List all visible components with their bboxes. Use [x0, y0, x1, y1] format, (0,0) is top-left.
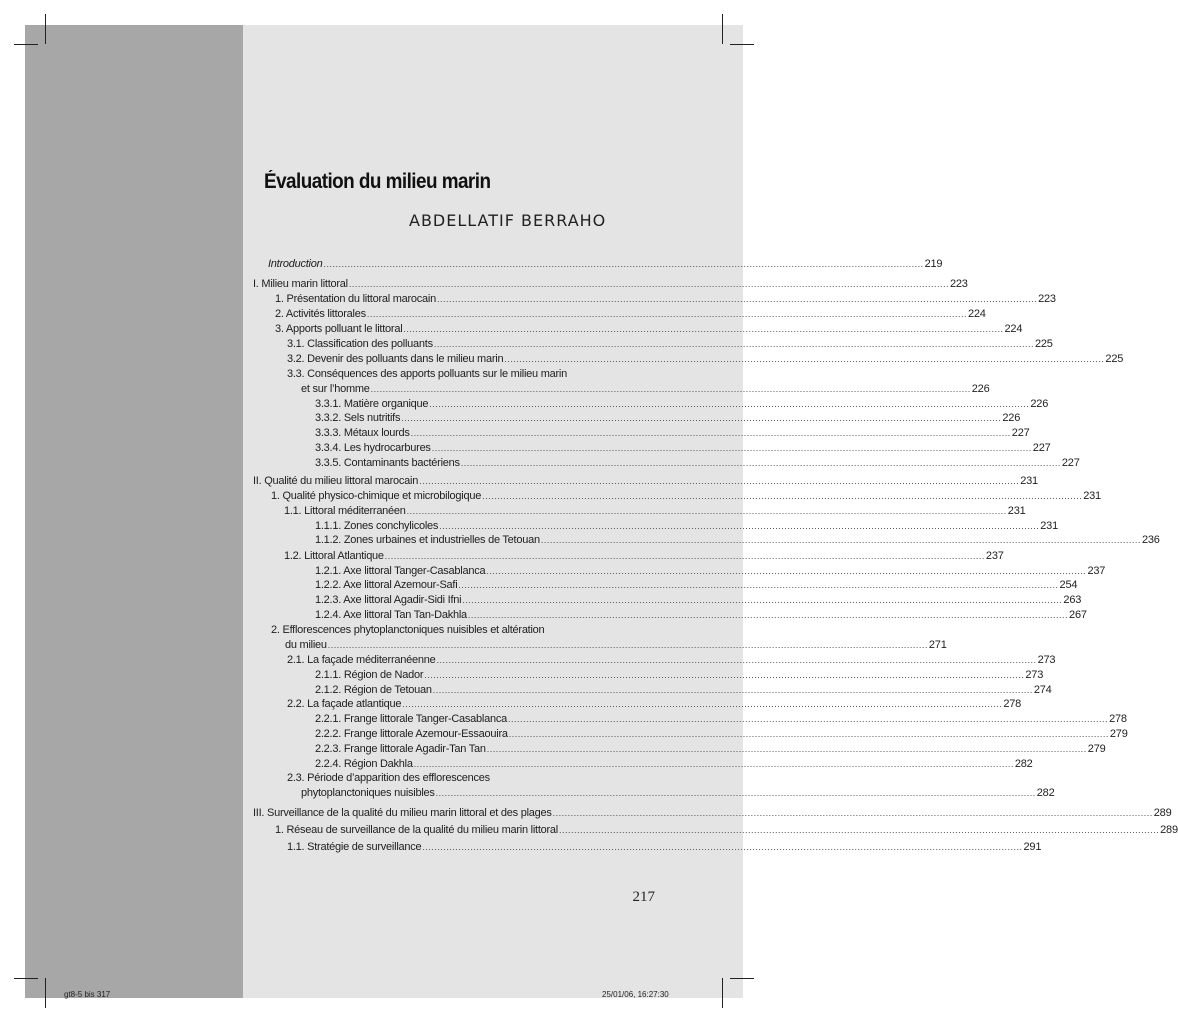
toc-entry-page: 224 — [1004, 323, 1023, 335]
toc-entry — [315, 727, 1128, 742]
toc-entry-page: 237 — [985, 550, 1004, 562]
toc-leader-dots: ........................................................................................................................................................................................................ — [327, 640, 928, 650]
toc-entry-label: 3.3. Conséquences des apports polluants sur le milieu marin — [287, 368, 567, 380]
toc-leader-dots: ........................................................................................................................................................................................................ — [384, 551, 985, 561]
toc-entry-page: 227 — [1032, 442, 1051, 454]
toc-entry — [275, 322, 1023, 337]
toc-entry — [315, 441, 1051, 456]
toc-leader-dots: ........................................................................................................................................................................................................ — [410, 428, 1011, 438]
toc-entry-label: 2.1.1. Région de Nador — [315, 669, 424, 681]
toc-entry-page: 226 — [1002, 412, 1021, 424]
toc-entry-page: 236 — [1141, 534, 1160, 546]
toc-entry-page: 226 — [1030, 398, 1049, 410]
toc-entry — [287, 337, 1053, 352]
print-slug-right: 25/01/06, 16:27:30 — [602, 990, 669, 999]
toc-leader-dots: ........................................................................................................................................................................................................ — [366, 309, 967, 319]
toc-entry-label: 3.3.2. Sels nutritifs — [315, 412, 401, 424]
toc-entry-label: 3.3.4. Les hydrocarbures — [315, 442, 431, 454]
toc-leader-dots: ........................................................................................................................................................................................................ — [507, 714, 1109, 724]
toc-entry-label: 1.2. Littoral Atlantique — [284, 550, 384, 562]
toc-entry-label: 2. Efflorescences phytoplanctoniques nuisibles et altération — [271, 624, 545, 636]
toc-leader-dots: ........................................................................................................................................................................................................ — [403, 324, 1004, 334]
chapter-author: ABDELLATIF BERRAHO — [409, 211, 607, 230]
toc-entry — [301, 786, 1055, 801]
toc-leader-dots: ........................................................................................................................................................................................................ — [429, 399, 1030, 409]
toc-leader-dots: ........................................................................................................................................................................................................ — [504, 354, 1105, 364]
toc-entry — [315, 712, 1127, 727]
toc-leader-dots: ........................................................................................................................................................................................................ — [433, 339, 1034, 349]
toc-entry-label: 2.2. La façade atlantique — [287, 698, 402, 710]
toc-leader-dots: ........................................................................................................................................................................................................ — [436, 655, 1037, 665]
toc-entry — [315, 683, 1052, 698]
toc-entry-label: 2.2.3. Frange littorale Agadir-Tan Tan — [315, 743, 486, 755]
toc-entry-label: 1.2.3. Axe littoral Agadir-Sidi Ifni — [315, 594, 462, 606]
crop-mark — [730, 978, 754, 979]
toc-entry — [253, 277, 968, 292]
toc-entry-label: 1. Qualité physico-chimique et microbilogique — [271, 490, 482, 502]
toc-entry-page: 254 — [1059, 579, 1078, 591]
toc-leader-dots: ........................................................................................................................................................................................................ — [552, 808, 1153, 818]
toc-entry-label: 2.1.2. Région de Tetouan — [315, 684, 432, 696]
toc-entry-page: 237 — [1087, 565, 1106, 577]
toc-entry-label: 2. Activités littorales — [275, 308, 366, 320]
toc-entry — [287, 352, 1124, 367]
toc-entry-page: 267 — [1069, 609, 1087, 621]
toc-entry-label: 1. Présentation du littoral marocain — [275, 293, 436, 305]
toc-entry-label: 1.1. Stratégie de surveillance — [287, 841, 422, 853]
toc-entry-page: 279 — [1087, 743, 1106, 755]
toc-entry-label: 1.2.4. Axe littoral Tan Tan-Dakhla — [315, 609, 467, 621]
toc-entry — [315, 757, 1033, 772]
toc-entry-page: 278 — [1003, 698, 1022, 710]
toc-entry — [315, 668, 1044, 683]
toc-entry — [285, 638, 947, 653]
toc-entry — [275, 307, 986, 322]
toc-entry-page: 225 — [1034, 338, 1053, 350]
toc-leader-dots: ........................................................................................................................................................................................................ — [432, 685, 1033, 695]
toc-entry — [284, 549, 1004, 564]
crop-mark — [722, 978, 723, 1008]
toc-entry — [315, 578, 1078, 593]
toc-leader-dots: ........................................................................................................................................................................................................ — [424, 670, 1025, 680]
toc-entry-page: 224 — [967, 308, 986, 320]
toc-entry-label: II. Qualité du milieu littoral marocain — [253, 475, 419, 487]
toc-entry-label: 3.1. Classification des polluants — [287, 338, 433, 350]
toc-entry-page: 231 — [1040, 520, 1059, 532]
toc-entry-page: 279 — [1109, 728, 1128, 740]
toc-leader-dots: ........................................................................................................................................................................................................ — [370, 384, 971, 394]
toc-entry — [315, 742, 1106, 757]
toc-entry-page: 289 — [1153, 807, 1172, 819]
toc-entry — [284, 504, 1026, 519]
toc-leader-dots: ........................................................................................................................................................................................................ — [422, 842, 1023, 852]
toc-entry-page: 289 — [1160, 824, 1178, 836]
toc-entry-page: 231 — [1007, 505, 1026, 517]
toc-leader-dots: ........................................................................................................................................................................................................ — [323, 259, 924, 269]
toc-entry-label: Introduction — [268, 258, 323, 270]
toc-entry-page: 223 — [949, 278, 968, 290]
toc-entry-label: 1.1.2. Zones urbaines et industrielles de Tetouan — [315, 534, 540, 546]
toc-leader-dots: ........................................................................................................................................................................................................ — [482, 491, 1083, 501]
toc-entry-label: 1.2.2. Axe littoral Azemour-Safi — [315, 579, 458, 591]
toc-entry — [315, 564, 1106, 579]
toc-entry-label: phytoplanctoniques nuisibles — [301, 787, 435, 799]
toc-entry-label: 3.3.5. Contaminants bactériens — [315, 457, 460, 469]
toc-entry-label: et sur l’homme — [301, 383, 370, 395]
toc-entry-label: 1.2.1. Axe littoral Tanger-Casablanca — [315, 565, 486, 577]
toc-entry — [287, 771, 654, 786]
toc-entry-page: 219 — [924, 258, 943, 270]
toc-leader-dots: ........................................................................................................................................................................................................ — [486, 744, 1087, 754]
toc-entry-page: 273 — [1025, 669, 1044, 681]
toc-entry — [315, 426, 1030, 441]
toc-entry-label: 3.3.1. Matière organique — [315, 398, 429, 410]
toc-entry-page: 274 — [1033, 684, 1052, 696]
toc-entry-page: 223 — [1038, 293, 1056, 305]
toc-entry — [275, 823, 1178, 838]
toc-entry-page: 231 — [1020, 475, 1038, 487]
toc-leader-dots: ........................................................................................................................................................................................................ — [413, 759, 1014, 769]
toc-entry-page: 291 — [1023, 841, 1042, 853]
print-slug-left: gt8-5 bis 317 — [64, 990, 111, 999]
toc-entry-page: 227 — [1011, 427, 1030, 439]
toc-entry-label: 2.1. La façade méditerranéenne — [287, 654, 436, 666]
toc-entry-label: 3. Apports polluant le littoral — [275, 323, 403, 335]
toc-leader-dots: ........................................................................................................................................................................................................ — [559, 825, 1160, 835]
toc-entry — [287, 367, 654, 382]
toc-entry-label: 2.2.1. Frange littorale Tanger-Casablanca — [315, 713, 507, 725]
toc-entry-label: III. Surveillance de la qualité du milieu marin littoral et des plages — [253, 807, 552, 819]
toc-leader-dots: ........................................................................................................................................................................................................ — [435, 788, 1036, 798]
toc-entry-page: 226 — [971, 383, 990, 395]
toc-leader-dots: ........................................................................................................................................................................................................ — [540, 535, 1141, 545]
toc-entry — [301, 382, 990, 397]
toc-leader-dots: ........................................................................................................................................................................................................ — [348, 279, 949, 289]
toc-entry — [271, 489, 1101, 504]
toc-entry — [315, 397, 1049, 412]
toc-leader-dots: ........................................................................................................................................................................................................ — [406, 506, 1007, 516]
toc-entry — [315, 411, 1021, 426]
toc-entry-page: 282 — [1036, 787, 1055, 799]
toc-entry-page: 231 — [1083, 490, 1101, 502]
toc-entry-label: I. Milieu marin littoral — [253, 278, 348, 290]
toc-entry-page: 263 — [1063, 594, 1082, 606]
toc-entry-page: 282 — [1014, 758, 1033, 770]
page-number: 217 — [632, 889, 655, 905]
toc-entry — [268, 257, 943, 272]
toc-leader-dots: ........................................................................................................................................................................................................ — [436, 294, 1038, 304]
toc-entry — [315, 533, 1160, 548]
toc-leader-dots: ........................................................................................................................................................................................................ — [462, 595, 1063, 605]
toc-entry-page: 271 — [928, 639, 947, 651]
toc-entry — [271, 623, 654, 638]
toc-entry-page: 227 — [1061, 457, 1080, 469]
chapter-title: Évaluation du milieu marin — [264, 170, 491, 193]
toc-entry-page: 278 — [1109, 713, 1127, 725]
toc-entry-label: 3.3.3. Métaux lourds — [315, 427, 410, 439]
toc-leader-dots: ........................................................................................................................................................................................................ — [402, 699, 1003, 709]
toc-entry — [315, 608, 1087, 623]
toc-leader-dots: ........................................................................................................................................................................................................ — [431, 443, 1032, 453]
toc-entry-label: 3.2. Devenir des polluants dans le milieu marin — [287, 353, 504, 365]
toc-entry — [315, 456, 1080, 471]
toc-entry-page: 225 — [1105, 353, 1124, 365]
toc-leader-dots: ........................................................................................................................................................................................................ — [467, 610, 1069, 620]
toc-entry-label: du milieu — [285, 639, 327, 651]
toc-entry — [287, 840, 1042, 855]
toc-entry-label: 2.2.4. Région Dakhla — [315, 758, 413, 770]
toc-entry-label: 1.1.1. Zones conchylicoles — [315, 520, 439, 532]
crop-mark — [45, 978, 46, 1008]
toc-leader-dots: ........................................................................................................................................................................................................ — [458, 580, 1059, 590]
toc-leader-dots: ........................................................................................................................................................................................................ — [419, 476, 1020, 486]
toc-leader-dots: ........................................................................................................................................................................................................ — [401, 413, 1002, 423]
toc-entry — [287, 697, 1022, 712]
toc-entry — [275, 292, 1056, 307]
crop-mark — [14, 978, 38, 979]
toc-leader-dots: ........................................................................................................................................................................................................ — [508, 729, 1109, 739]
toc-entry — [253, 474, 1038, 489]
toc-entry — [315, 519, 1059, 534]
toc-entry — [287, 653, 1056, 668]
toc-entry-label: 2.2.2. Frange littorale Azemour-Essaouira — [315, 728, 508, 740]
toc-entry — [253, 806, 1172, 821]
toc-entry-page: 273 — [1037, 654, 1056, 666]
toc-entry-label: 2.3. Période d’apparition des efflorescences — [287, 772, 490, 784]
toc-leader-dots: ........................................................................................................................................................................................................ — [486, 566, 1087, 576]
toc-leader-dots: ........................................................................................................................................................................................................ — [460, 458, 1061, 468]
toc-entry-label: 1. Réseau de surveillance de la qualité du milieu marin littoral — [275, 824, 558, 836]
toc-leader-dots: ........................................................................................................................................................................................................ — [439, 521, 1040, 531]
toc-entry — [315, 593, 1082, 608]
toc-entry-label: 1.1. Littoral méditerranéen — [284, 505, 406, 517]
